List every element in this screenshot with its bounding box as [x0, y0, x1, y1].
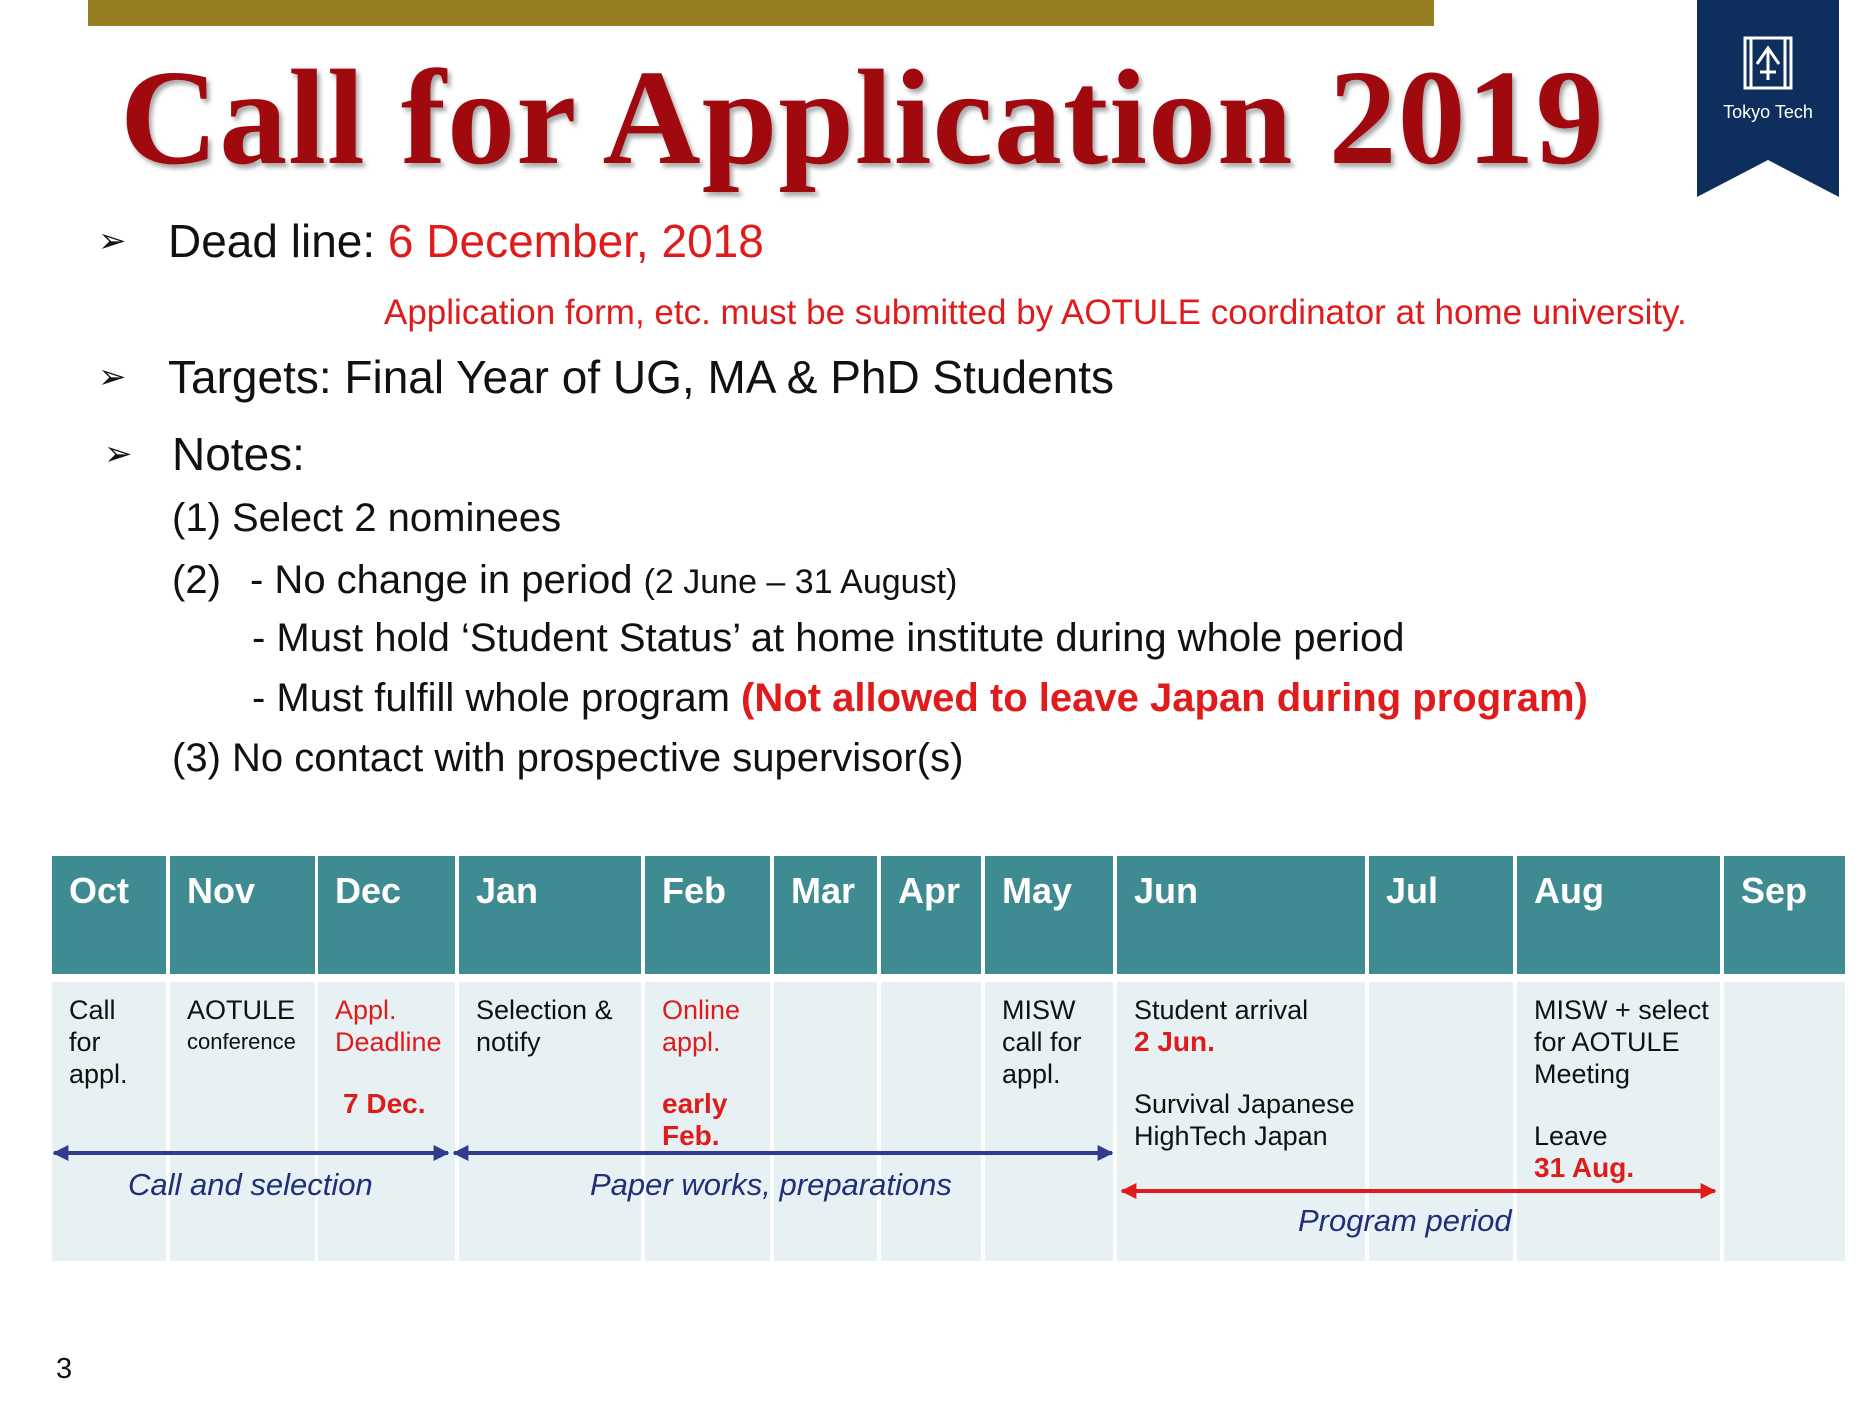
- cell-text: conference: [187, 1029, 296, 1054]
- cell-text: MISW: [1002, 995, 1076, 1025]
- month-header-nov: Nov: [170, 856, 315, 974]
- page-title: Call for Application 2019: [120, 43, 1605, 193]
- cell-text: appl.: [662, 1027, 721, 1057]
- note-2a-text: - No change in period: [250, 558, 644, 602]
- cell-oct: [52, 982, 166, 1261]
- cell-sep: [1724, 982, 1845, 1261]
- cell-text: HighTech Japan: [1134, 1121, 1328, 1151]
- deadline-note: Application form, etc. must be submitted by AOTULE coordinator at home university.: [384, 293, 1687, 332]
- month-header-jul: Jul: [1369, 856, 1513, 974]
- cell-nov: [170, 982, 315, 1261]
- cell-aug: [1517, 982, 1720, 1261]
- phase-label-program: Program period: [1298, 1203, 1512, 1238]
- note-2a-period: (2 June – 31 August): [643, 563, 958, 601]
- month-header-apr: Apr: [881, 856, 981, 974]
- note-2c-warning: (Not allowed to leave Japan during program): [741, 676, 1588, 720]
- arrival-date: 2 Jun.: [1134, 1026, 1215, 1057]
- phase-label-paper: Paper works, preparations: [590, 1167, 952, 1202]
- cell-text: for: [69, 1027, 101, 1057]
- cell-text: early: [662, 1088, 728, 1119]
- bullet-arrow-icon: ➢: [104, 434, 133, 474]
- leave-date: 31 Aug.: [1534, 1152, 1635, 1183]
- top-accent-bar: [88, 0, 1434, 26]
- cell-text: Deadline: [335, 1027, 442, 1057]
- cell-text: Student arrival: [1134, 995, 1309, 1025]
- cell-dec: [318, 982, 455, 1261]
- month-header-jan: Jan: [459, 856, 641, 974]
- cell-text: appl.: [69, 1059, 128, 1089]
- cell-text: call for: [1002, 1027, 1082, 1057]
- targets-line: Targets: Final Year of UG, MA & PhD Students: [168, 351, 1115, 403]
- cell-text: Meeting: [1534, 1059, 1631, 1089]
- note-2a: [250, 556, 957, 606]
- month-header-sep: Sep: [1724, 856, 1845, 974]
- schedule-timeline: [52, 856, 1845, 1261]
- deadline-line: [168, 214, 764, 268]
- month-header-feb: Feb: [645, 856, 770, 974]
- cell-text: Survival Japanese: [1134, 1089, 1355, 1119]
- logo-text: Tokyo Tech: [1723, 102, 1813, 122]
- month-header-mar: Mar: [774, 856, 877, 974]
- tokyo-tech-logo: [1697, 0, 1839, 197]
- cell-text: notify: [476, 1027, 541, 1057]
- cell-text: Appl.: [335, 995, 397, 1025]
- month-header-aug: Aug: [1517, 856, 1720, 974]
- month-header-jun: Jun: [1117, 856, 1365, 974]
- cell-text: appl.: [1002, 1059, 1061, 1089]
- month-header-dec: Dec: [318, 856, 455, 974]
- cell-may: [985, 982, 1113, 1261]
- cell-text: Online: [662, 995, 741, 1025]
- cell-mar: [774, 982, 877, 1261]
- phase-label-call: Call and selection: [128, 1167, 373, 1202]
- page-number: 3: [56, 1353, 73, 1385]
- note-2-prefix: (2): [172, 558, 221, 602]
- cell-text: AOTULE: [187, 995, 296, 1025]
- bullet-arrow-icon: ➢: [98, 357, 127, 397]
- deadline-value: 6 December, 2018: [387, 215, 764, 267]
- cell-text: Leave: [1534, 1121, 1608, 1151]
- deadline-date: 7 Dec.: [343, 1088, 426, 1119]
- cell-text: Selection &: [476, 995, 613, 1025]
- note-2c: [252, 674, 1588, 722]
- deadline-label: Dead line:: [168, 215, 388, 267]
- month-header-may: May: [985, 856, 1113, 974]
- note-2b: - Must hold ‘Student Status’ at home institute during whole period: [252, 616, 1405, 660]
- note-3: (3) No contact with prospective supervisor(s): [172, 736, 964, 780]
- cell-text: MISW + select: [1534, 995, 1709, 1025]
- cell-text: for AOTULE: [1534, 1027, 1680, 1057]
- cell-text: Call: [69, 995, 116, 1025]
- note-2c-text: - Must fulfill whole program: [252, 676, 742, 720]
- cell-feb: [645, 982, 770, 1261]
- month-header-oct: Oct: [52, 856, 166, 974]
- cell-apr: [881, 982, 981, 1261]
- notes-heading: Notes:: [172, 428, 305, 480]
- cell-text: Feb.: [662, 1120, 720, 1151]
- cell-jan: [459, 982, 641, 1261]
- bullet-arrow-icon: ➢: [98, 221, 127, 261]
- note-1: (1) Select 2 nominees: [172, 496, 562, 540]
